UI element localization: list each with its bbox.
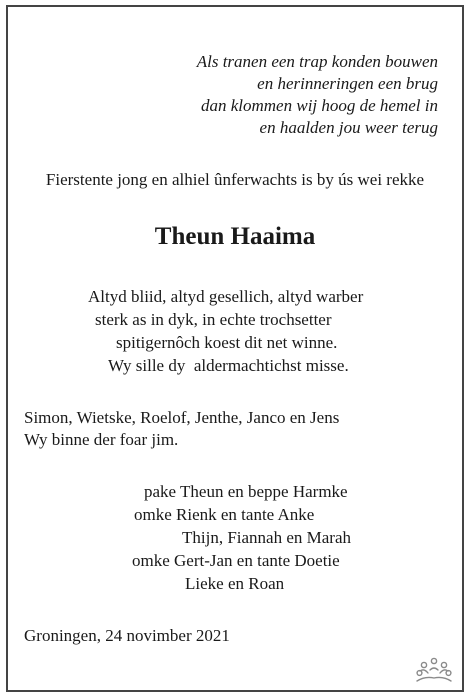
- deceased-name: Theun Haaima: [154, 223, 316, 250]
- poem-line-4: en haalden jou weer terug: [259, 118, 438, 137]
- relatives-line-2: omke Rienk en tante Anke: [134, 505, 315, 524]
- relatives-line-5: Lieke en Roan: [185, 574, 285, 593]
- relatives-line-3: Thijn, Fiannah en Marah: [182, 528, 352, 547]
- tribute-line-4: Wy sille dy aldermachtichst misse.: [108, 356, 349, 375]
- relatives-line-4: omke Gert-Jan en tante Doetie: [132, 551, 340, 570]
- death-notice-card: [6, 5, 464, 692]
- intro-text: Fierstente jong en alhiel ûnferwachts is by ús wei rekke: [45, 170, 425, 189]
- tribute-line-1: Altyd bliid, altyd gesellich, altyd warber: [88, 287, 364, 306]
- poem-line-3: dan klommen wij hoog de hemel in: [200, 96, 438, 115]
- relatives-line-1: pake Theun en beppe Harmke: [144, 482, 348, 501]
- poem-line-2: en herinneringen een brug: [257, 74, 438, 93]
- tribute-line-2: sterk as in dyk, in echte trochsetter: [95, 310, 332, 329]
- place-date: Groningen, 24 novimber 2021: [24, 626, 230, 645]
- poem-line-1: Als tranen een trap konden bouwen: [196, 52, 438, 71]
- family-primary-line-1: Simon, Wietske, Roelof, Jenthe, Janco en Jens: [24, 408, 340, 427]
- family-primary-line-2: Wy binne der foar jim.: [24, 430, 179, 449]
- tribute-line-3: spitigernôch koest dit net winne.: [116, 333, 338, 352]
- people-circle-icon: [415, 656, 453, 684]
